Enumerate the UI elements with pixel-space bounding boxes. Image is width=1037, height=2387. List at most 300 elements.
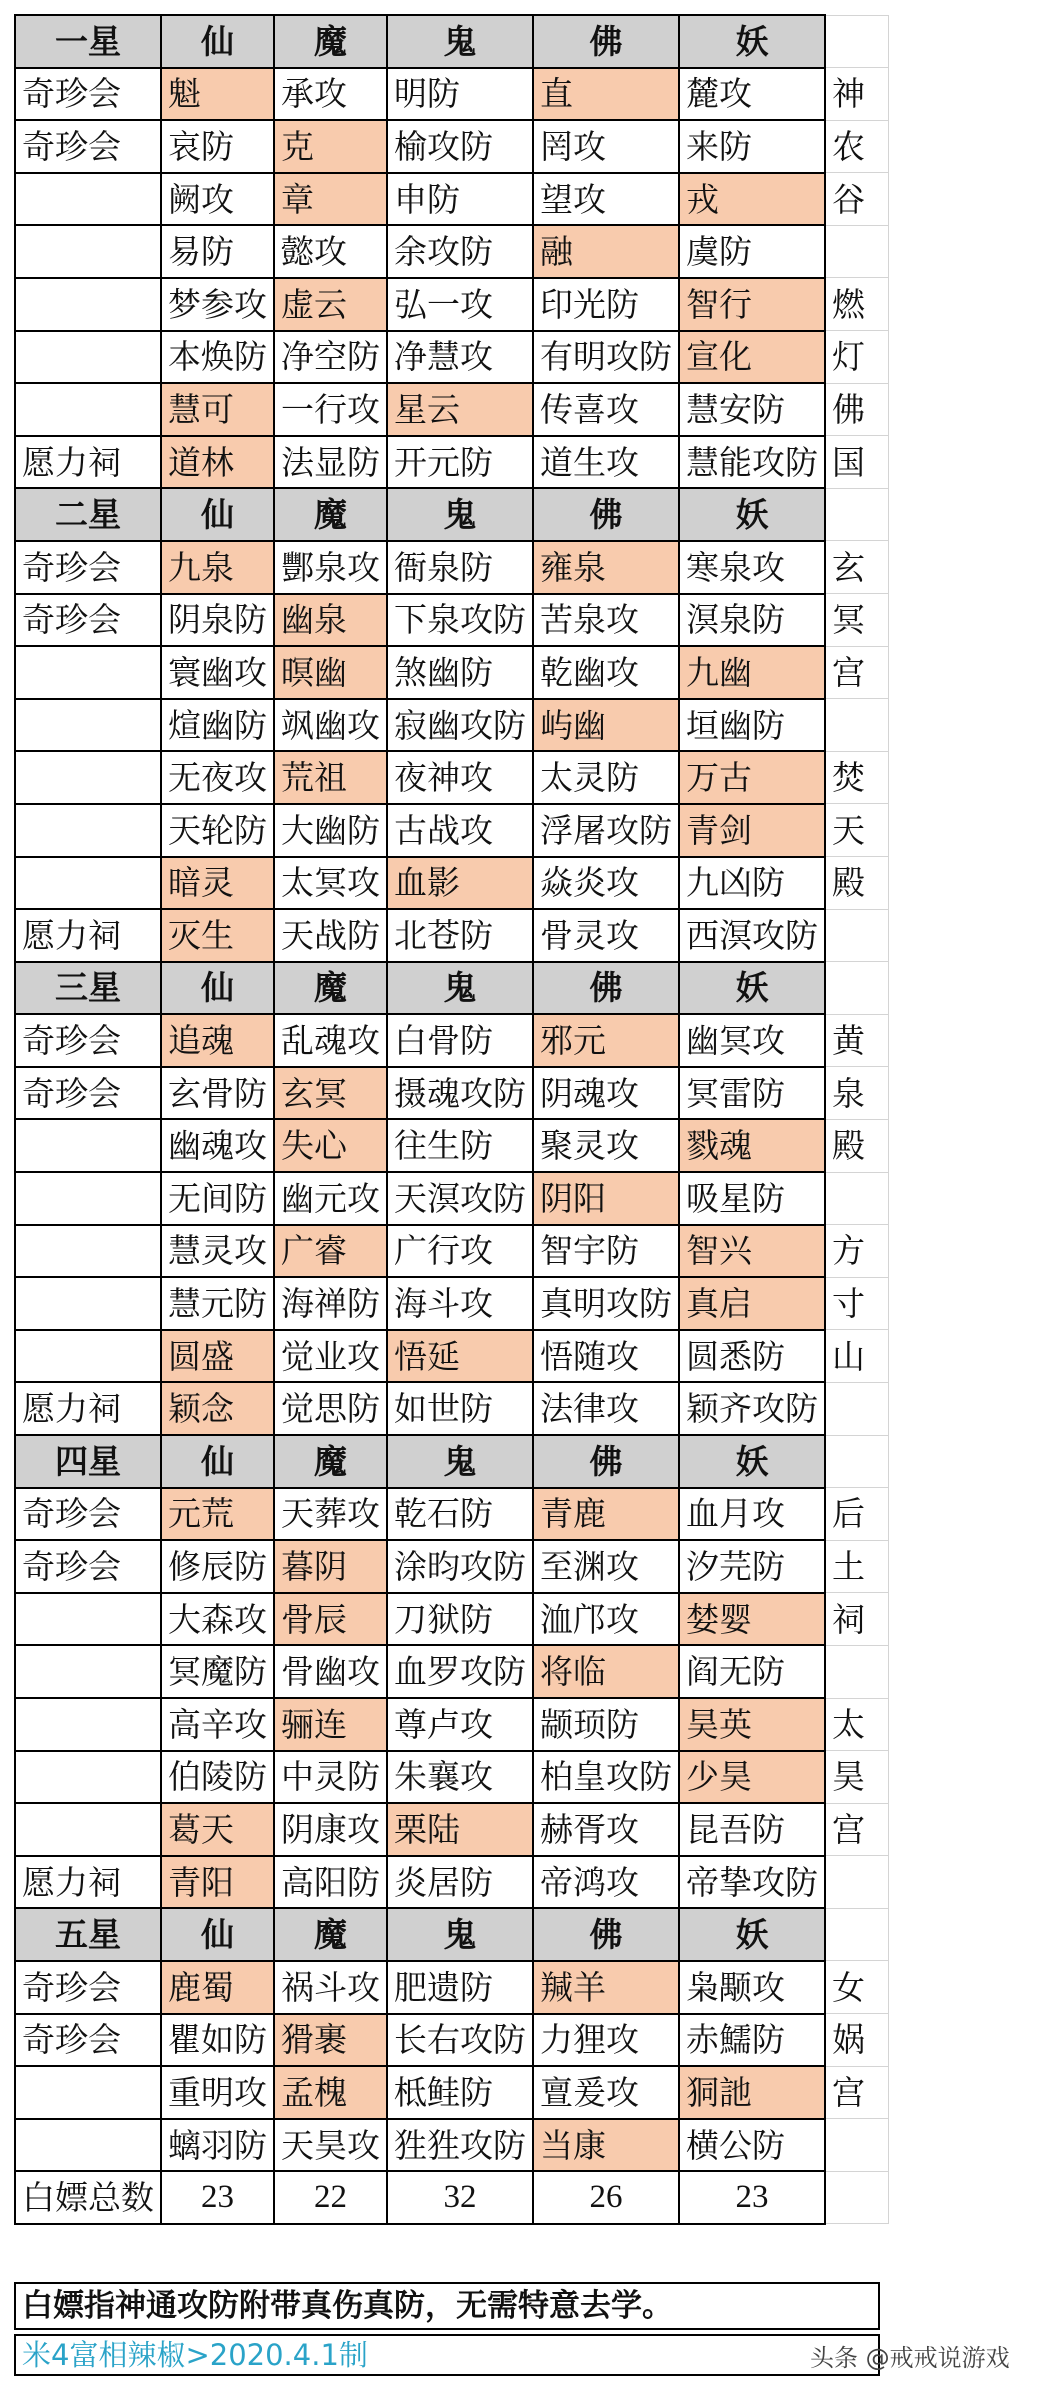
highlighted-skill-cell: 骨辰 xyxy=(274,1593,387,1646)
table-row xyxy=(15,2119,888,2172)
skill-cell: 力狸攻 xyxy=(533,2014,679,2067)
table-row xyxy=(15,1067,888,1120)
skill-cell: 法律攻 xyxy=(533,1382,679,1435)
source-cell xyxy=(15,2119,161,2172)
column-header: 仙 xyxy=(161,488,274,541)
table-row xyxy=(15,383,888,436)
skill-cell: 尊卢攻 xyxy=(387,1698,533,1751)
location-char: 焚 xyxy=(825,751,888,804)
column-header: 佛 xyxy=(533,15,679,68)
location-char: 殿 xyxy=(825,1119,888,1172)
location-char: 天 xyxy=(825,804,888,857)
location-char xyxy=(825,1645,888,1698)
skill-cell: 高辛攻 xyxy=(161,1698,274,1751)
table-row xyxy=(15,173,888,226)
skill-cell: 帝鸿攻 xyxy=(533,1856,679,1909)
skill-cell: 古战攻 xyxy=(387,804,533,857)
source-cell xyxy=(15,751,161,804)
table-row xyxy=(15,2066,888,2119)
table-row xyxy=(15,1277,888,1330)
location-char: 灯 xyxy=(825,331,888,384)
skill-cell: 哀防 xyxy=(161,120,274,173)
highlighted-skill-cell: 失心 xyxy=(274,1119,387,1172)
skill-cell: 法显防 xyxy=(274,436,387,489)
highlighted-skill-cell: 玄冥 xyxy=(274,1067,387,1120)
table-row xyxy=(15,68,888,121)
skill-cell: 天葬攻 xyxy=(274,1488,387,1541)
source-cell: 奇珍会 xyxy=(15,120,161,173)
skill-cell: 枭颙攻 xyxy=(679,1961,825,2014)
skill-cell: 长右攻防 xyxy=(387,2014,533,2067)
location-char: 谷 xyxy=(825,173,888,226)
column-header: 仙 xyxy=(161,1435,274,1488)
skill-cell: 承攻 xyxy=(274,68,387,121)
skill-cell: 麓攻 xyxy=(679,68,825,121)
skill-cell: 颖齐攻防 xyxy=(679,1382,825,1435)
skill-cell: 幽冥攻 xyxy=(679,1014,825,1067)
column-header: 鬼 xyxy=(387,962,533,1015)
highlighted-skill-cell: 宣化 xyxy=(679,331,825,384)
skill-cell: 螭羽防 xyxy=(161,2119,274,2172)
source-cell: 愿力祠 xyxy=(15,1382,161,1435)
highlighted-skill-cell: 追魂 xyxy=(161,1014,274,1067)
table-row xyxy=(15,594,888,647)
skill-cell: 天昊攻 xyxy=(274,2119,387,2172)
table-row xyxy=(15,120,888,173)
skill-cell: 海禅防 xyxy=(274,1277,387,1330)
source-cell: 奇珍会 xyxy=(15,2014,161,2067)
column-header: 佛 xyxy=(533,1435,679,1488)
highlighted-skill-cell: 孟槐 xyxy=(274,2066,387,2119)
location-char: 方 xyxy=(825,1225,888,1278)
skill-cell: 夜神攻 xyxy=(387,751,533,804)
location-char: 国 xyxy=(825,436,888,489)
table-row xyxy=(15,1119,888,1172)
source-cell: 奇珍会 xyxy=(15,1067,161,1120)
highlighted-skill-cell: 融 xyxy=(533,225,679,278)
column-header: 魔 xyxy=(274,15,387,68)
skill-cell: 太冥攻 xyxy=(274,857,387,910)
highlighted-skill-cell: 道林 xyxy=(161,436,274,489)
skill-cell: 望攻 xyxy=(533,173,679,226)
skill-cell: 乱魂攻 xyxy=(274,1014,387,1067)
highlighted-skill-cell: 戎 xyxy=(679,173,825,226)
tier-header-row xyxy=(15,962,888,1015)
location-char xyxy=(825,909,888,962)
skill-cell: 冥雷防 xyxy=(679,1067,825,1120)
tier-header-row xyxy=(15,1908,888,1961)
skill-cell: 瞿如防 xyxy=(161,2014,274,2067)
skill-cell: 高阳防 xyxy=(274,1856,387,1909)
source-cell xyxy=(15,331,161,384)
source-cell: 愿力祠 xyxy=(15,436,161,489)
table-row xyxy=(15,857,888,910)
skill-cell: 冥魔防 xyxy=(161,1645,274,1698)
skill-cell: 无间防 xyxy=(161,1172,274,1225)
highlighted-skill-cell: 荒祖 xyxy=(274,751,387,804)
table-row xyxy=(15,225,888,278)
skill-cell: 真明攻防 xyxy=(533,1277,679,1330)
location-char: 宫 xyxy=(825,646,888,699)
footer-note: 白嫖指神通攻防附带真伤真防，无需特意去学。 xyxy=(14,2282,880,2330)
location-char: 神 xyxy=(825,68,888,121)
side-spacer xyxy=(825,1908,888,1961)
skill-cell: 懿攻 xyxy=(274,225,387,278)
column-header: 妖 xyxy=(679,488,825,541)
skill-cell: 骨幽攻 xyxy=(274,1645,387,1698)
column-header: 仙 xyxy=(161,15,274,68)
highlighted-skill-cell: 悟延 xyxy=(387,1330,533,1383)
skill-cell: 海斗攻 xyxy=(387,1277,533,1330)
table-row xyxy=(15,1856,888,1909)
skill-cell: 悟随攻 xyxy=(533,1330,679,1383)
source-cell xyxy=(15,1277,161,1330)
table-row xyxy=(15,1593,888,1646)
location-char: 殿 xyxy=(825,857,888,910)
column-header: 魔 xyxy=(274,962,387,1015)
location-char: 宫 xyxy=(825,2066,888,2119)
highlighted-skill-cell: 栗陆 xyxy=(387,1803,533,1856)
skill-cell: 朱襄攻 xyxy=(387,1751,533,1804)
location-char xyxy=(825,225,888,278)
location-char: 玄 xyxy=(825,541,888,594)
source-cell xyxy=(15,383,161,436)
table-row xyxy=(15,1488,888,1541)
author-credit: 米4富相辣椒>2020.4.1制 xyxy=(14,2334,880,2376)
highlighted-skill-cell: 直 xyxy=(533,68,679,121)
column-header: 仙 xyxy=(161,1908,274,1961)
skill-cell: 亶爰攻 xyxy=(533,2066,679,2119)
source-cell xyxy=(15,1698,161,1751)
tier-label: 三星 xyxy=(15,962,161,1015)
skill-cell: 摄魂攻防 xyxy=(387,1067,533,1120)
watermark: 头条 @戒戒说游戏 xyxy=(810,2344,1010,2372)
table-row xyxy=(15,1382,888,1435)
side-spacer xyxy=(825,962,888,1015)
source-cell xyxy=(15,1751,161,1804)
skill-cell: 寂幽攻防 xyxy=(387,699,533,752)
table-row xyxy=(15,909,888,962)
skill-cell: 圆悉防 xyxy=(679,1330,825,1383)
tier-label: 五星 xyxy=(15,1908,161,1961)
location-char: 昊 xyxy=(825,1751,888,1804)
skill-cell: 重明攻 xyxy=(161,2066,274,2119)
tier-label: 一星 xyxy=(15,15,161,68)
tier-label: 四星 xyxy=(15,1435,161,1488)
total-value: 22 xyxy=(274,2171,387,2224)
source-cell xyxy=(15,1330,161,1383)
skill-cell: 阎无防 xyxy=(679,1645,825,1698)
skill-cell: 广行攻 xyxy=(387,1225,533,1278)
location-char: 宫 xyxy=(825,1803,888,1856)
location-char: 燃 xyxy=(825,278,888,331)
skill-cell: 至渊攻 xyxy=(533,1540,679,1593)
skill-cell: 来防 xyxy=(679,120,825,173)
skill-cell: 柢鲑防 xyxy=(387,2066,533,2119)
table-row xyxy=(15,1645,888,1698)
source-cell: 愿力祠 xyxy=(15,909,161,962)
tier-header-row xyxy=(15,15,888,68)
highlighted-skill-cell: 羬羊 xyxy=(533,1961,679,2014)
totals-row xyxy=(15,2171,888,2224)
highlighted-skill-cell: 虚云 xyxy=(274,278,387,331)
source-cell: 奇珍会 xyxy=(15,594,161,647)
source-cell: 愿力祠 xyxy=(15,1856,161,1909)
source-cell xyxy=(15,857,161,910)
location-char: 娲 xyxy=(825,2014,888,2067)
skill-cell: 衙泉防 xyxy=(387,541,533,594)
location-char xyxy=(825,2119,888,2172)
source-cell xyxy=(15,1225,161,1278)
skill-cell: 炎居防 xyxy=(387,1856,533,1909)
table-row xyxy=(15,1330,888,1383)
highlighted-skill-cell: 鹿蜀 xyxy=(161,1961,274,2014)
location-char: 山 xyxy=(825,1330,888,1383)
skill-cell: 赫胥攻 xyxy=(533,1803,679,1856)
column-header: 佛 xyxy=(533,1908,679,1961)
location-char: 佛 xyxy=(825,383,888,436)
table-row xyxy=(15,331,888,384)
skill-cell: 弘一攻 xyxy=(387,278,533,331)
skill-cell: 溟泉防 xyxy=(679,594,825,647)
highlighted-skill-cell: 婪婴 xyxy=(679,1593,825,1646)
skill-cell: 幽魂攻 xyxy=(161,1119,274,1172)
highlighted-skill-cell: 暗灵 xyxy=(161,857,274,910)
source-cell: 奇珍会 xyxy=(15,541,161,594)
skill-cell: 申防 xyxy=(387,173,533,226)
column-header: 魔 xyxy=(274,1908,387,1961)
table-row xyxy=(15,1751,888,1804)
highlighted-skill-cell: 狪訑 xyxy=(679,2066,825,2119)
table-row xyxy=(15,2014,888,2067)
totals-label: 白嫖总数 xyxy=(15,2171,161,2224)
table-row xyxy=(15,1961,888,2014)
highlighted-skill-cell: 圆盛 xyxy=(161,1330,274,1383)
highlighted-skill-cell: 星云 xyxy=(387,383,533,436)
skill-cell: 智宇防 xyxy=(533,1225,679,1278)
side-spacer xyxy=(825,15,888,68)
skill-cell: 净空防 xyxy=(274,331,387,384)
location-char: 女 xyxy=(825,1961,888,2014)
column-header: 妖 xyxy=(679,962,825,1015)
skill-cell: 大森攻 xyxy=(161,1593,274,1646)
skill-cell: 苦泉攻 xyxy=(533,594,679,647)
location-char: 黄 xyxy=(825,1014,888,1067)
highlighted-skill-cell: 葛天 xyxy=(161,1803,274,1856)
skill-cell: 下泉攻防 xyxy=(387,594,533,647)
side-spacer xyxy=(825,2171,888,2224)
location-char xyxy=(825,699,888,752)
column-header: 鬼 xyxy=(387,15,533,68)
skill-cell: 寰幽攻 xyxy=(161,646,274,699)
location-char: 农 xyxy=(825,120,888,173)
total-value: 32 xyxy=(387,2171,533,2224)
highlighted-skill-cell: 暮阴 xyxy=(274,1540,387,1593)
source-cell xyxy=(15,1645,161,1698)
skill-cell: 如世防 xyxy=(387,1382,533,1435)
skill-cell: 太灵防 xyxy=(533,751,679,804)
skill-cell: 血罗攻防 xyxy=(387,1645,533,1698)
highlighted-skill-cell: 魁 xyxy=(161,68,274,121)
skill-cell: 骨灵攻 xyxy=(533,909,679,962)
source-cell xyxy=(15,1172,161,1225)
table-row xyxy=(15,278,888,331)
free-skills-table xyxy=(14,14,889,2225)
highlighted-skill-cell: 血影 xyxy=(387,857,533,910)
skill-cell: 天溟攻防 xyxy=(387,1172,533,1225)
table-row xyxy=(15,1014,888,1067)
skill-cell: 乾石防 xyxy=(387,1488,533,1541)
skill-cell: 有明攻防 xyxy=(533,331,679,384)
column-header: 仙 xyxy=(161,962,274,1015)
skill-cell: 觉思防 xyxy=(274,1382,387,1435)
column-header: 魔 xyxy=(274,1435,387,1488)
skill-cell: 榆攻防 xyxy=(387,120,533,173)
source-cell xyxy=(15,173,161,226)
highlighted-skill-cell: 真启 xyxy=(679,1277,825,1330)
skill-cell: 涂昀攻防 xyxy=(387,1540,533,1593)
skill-cell: 阴魂攻 xyxy=(533,1067,679,1120)
column-header: 魔 xyxy=(274,488,387,541)
skill-cell: 本焕防 xyxy=(161,331,274,384)
tier-label: 二星 xyxy=(15,488,161,541)
source-cell: 奇珍会 xyxy=(15,1014,161,1067)
source-cell xyxy=(15,1803,161,1856)
tier-header-row xyxy=(15,488,888,541)
source-cell xyxy=(15,278,161,331)
table-row xyxy=(15,751,888,804)
skill-cell: 玄骨防 xyxy=(161,1067,274,1120)
highlighted-skill-cell: 智兴 xyxy=(679,1225,825,1278)
highlighted-skill-cell: 雍泉 xyxy=(533,541,679,594)
location-char: 土 xyxy=(825,1540,888,1593)
skill-cell: 印光防 xyxy=(533,278,679,331)
skill-cell: 横公防 xyxy=(679,2119,825,2172)
column-header: 佛 xyxy=(533,962,679,1015)
table-row xyxy=(15,1803,888,1856)
skill-cell: 阴康攻 xyxy=(274,1803,387,1856)
skill-cell: 慧能攻防 xyxy=(679,436,825,489)
column-header: 鬼 xyxy=(387,1908,533,1961)
skill-cell: 无夜攻 xyxy=(161,751,274,804)
column-header: 鬼 xyxy=(387,488,533,541)
skill-cell: 慧灵攻 xyxy=(161,1225,274,1278)
skill-cell: 大幽防 xyxy=(274,804,387,857)
skill-cell: 酆泉攻 xyxy=(274,541,387,594)
column-header: 妖 xyxy=(679,1908,825,1961)
skill-cell: 垣幽防 xyxy=(679,699,825,752)
highlighted-skill-cell: 当康 xyxy=(533,2119,679,2172)
highlighted-skill-cell: 幽泉 xyxy=(274,594,387,647)
table-row xyxy=(15,1225,888,1278)
total-value: 23 xyxy=(679,2171,825,2224)
highlighted-skill-cell: 智行 xyxy=(679,278,825,331)
skill-cell: 乾幽攻 xyxy=(533,646,679,699)
skill-cell: 九凶防 xyxy=(679,857,825,910)
source-cell xyxy=(15,2066,161,2119)
table-row xyxy=(15,436,888,489)
skill-cell: 慧元防 xyxy=(161,1277,274,1330)
skill-cell: 焱炎攻 xyxy=(533,857,679,910)
location-char xyxy=(825,1856,888,1909)
highlighted-skill-cell: 万古 xyxy=(679,751,825,804)
highlighted-skill-cell: 骊连 xyxy=(274,1698,387,1751)
skill-cell: 煊幽防 xyxy=(161,699,274,752)
skill-cell: 罔攻 xyxy=(533,120,679,173)
source-cell: 奇珍会 xyxy=(15,1488,161,1541)
table-row xyxy=(15,1698,888,1751)
skill-cell: 浮屠攻防 xyxy=(533,804,679,857)
skill-cell: 传喜攻 xyxy=(533,383,679,436)
location-char xyxy=(825,1382,888,1435)
skill-cell: 昆吾防 xyxy=(679,1803,825,1856)
skill-cell: 明防 xyxy=(387,68,533,121)
column-header: 妖 xyxy=(679,15,825,68)
location-char: 泉 xyxy=(825,1067,888,1120)
total-value: 26 xyxy=(533,2171,679,2224)
highlighted-skill-cell: 暝幽 xyxy=(274,646,387,699)
table-row xyxy=(15,541,888,594)
skill-cell: 阙攻 xyxy=(161,173,274,226)
source-cell: 奇珍会 xyxy=(15,68,161,121)
skill-cell: 聚灵攻 xyxy=(533,1119,679,1172)
highlighted-skill-cell: 克 xyxy=(274,120,387,173)
highlighted-skill-cell: 阴阳 xyxy=(533,1172,679,1225)
table-row xyxy=(15,804,888,857)
skill-cell: 阴泉防 xyxy=(161,594,274,647)
skill-cell: 柏皇攻防 xyxy=(533,1751,679,1804)
highlighted-skill-cell: 青剑 xyxy=(679,804,825,857)
skill-cell: 汐芫防 xyxy=(679,1540,825,1593)
highlighted-skill-cell: 慧可 xyxy=(161,383,274,436)
skill-cell: 颛顼防 xyxy=(533,1698,679,1751)
highlighted-skill-cell: 九泉 xyxy=(161,541,274,594)
tier-header-row xyxy=(15,1435,888,1488)
highlighted-skill-cell: 青鹿 xyxy=(533,1488,679,1541)
highlighted-skill-cell: 邪元 xyxy=(533,1014,679,1067)
skill-cell: 易防 xyxy=(161,225,274,278)
skill-cell: 煞幽防 xyxy=(387,646,533,699)
table-row xyxy=(15,699,888,752)
highlighted-skill-cell: 少昊 xyxy=(679,1751,825,1804)
total-value: 23 xyxy=(161,2171,274,2224)
skill-cell: 天轮防 xyxy=(161,804,274,857)
skill-cell: 洫邝攻 xyxy=(533,1593,679,1646)
skill-cell: 修辰防 xyxy=(161,1540,274,1593)
location-char: 祠 xyxy=(825,1593,888,1646)
skill-cell: 天战防 xyxy=(274,909,387,962)
location-char xyxy=(825,1172,888,1225)
skill-cell: 祸斗攻 xyxy=(274,1961,387,2014)
location-char: 寸 xyxy=(825,1277,888,1330)
source-cell xyxy=(15,699,161,752)
skill-cell: 往生防 xyxy=(387,1119,533,1172)
skill-cell: 吸星防 xyxy=(679,1172,825,1225)
source-cell xyxy=(15,225,161,278)
source-cell: 奇珍会 xyxy=(15,1540,161,1593)
skill-cell: 伯陵防 xyxy=(161,1751,274,1804)
source-cell xyxy=(15,646,161,699)
highlighted-skill-cell: 章 xyxy=(274,173,387,226)
skill-cell: 中灵防 xyxy=(274,1751,387,1804)
table-row xyxy=(15,646,888,699)
skill-cell: 幽元攻 xyxy=(274,1172,387,1225)
highlighted-skill-cell: 元荒 xyxy=(161,1488,274,1541)
location-char: 后 xyxy=(825,1488,888,1541)
highlighted-skill-cell: 将临 xyxy=(533,1645,679,1698)
skill-cell: 血月攻 xyxy=(679,1488,825,1541)
skill-cell: 余攻防 xyxy=(387,225,533,278)
